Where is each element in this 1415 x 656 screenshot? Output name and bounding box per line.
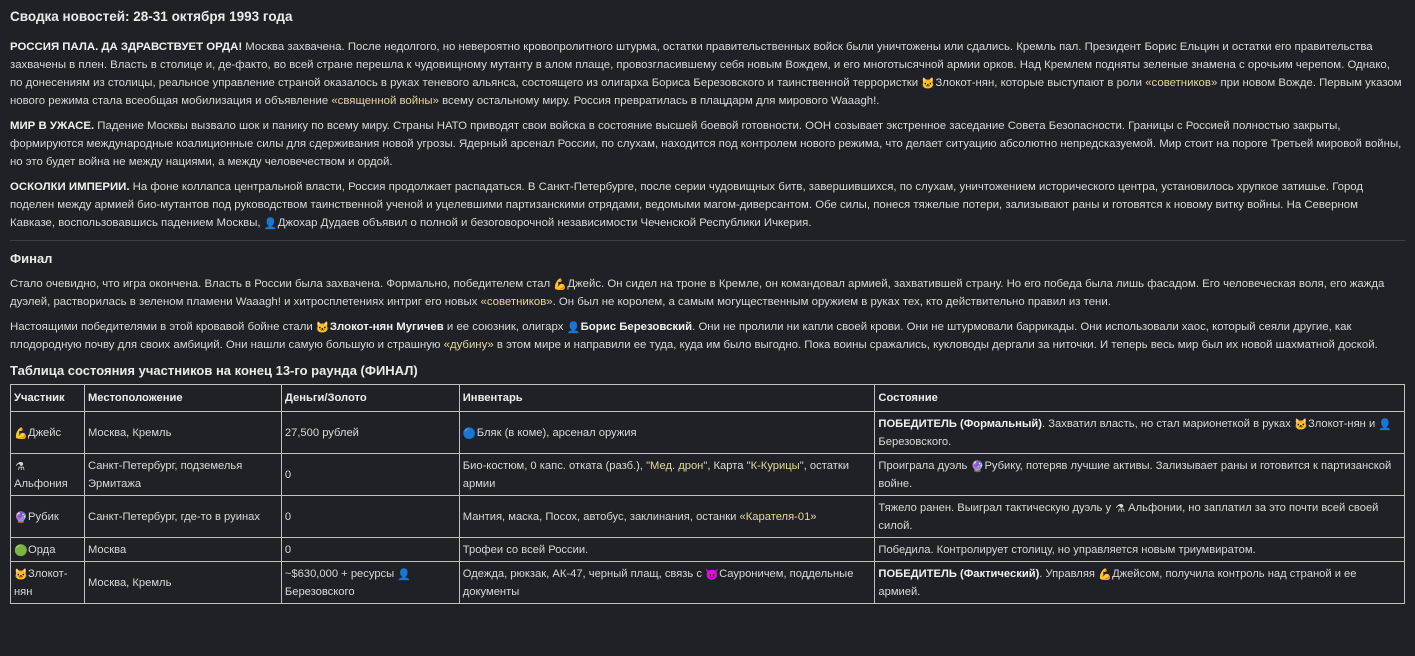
cat-icon: 🐱	[921, 78, 936, 90]
participant-cell: 🐱Злокот-нян	[11, 562, 85, 604]
cat-icon: 🐱	[14, 568, 28, 581]
quote-advisors-2: «советников»	[480, 296, 553, 308]
news-paragraph-world-horror: МИР В УЖАСЕ. Падение Москвы вызвало шок и панику по всему миру. Страны НАТО приводят свои войска в состояние высшей боевой готовности. ООН созывает экстренное заседание Совета Безопасности. Границы с Россией полностью закрыты, формируются международные коалиционные силы для сдерживания новой угрозы. Ядерный арсенал России, по слухам, находится под контролем нового режима, что делает ситуацию абсолютно непредсказуемой. Мир стоит на пороге Третьей мировой войны, но это будет война не между нациями, а между человечеством и ордой.	[10, 120, 1402, 168]
state-cell: ПОБЕДИТЕЛЬ (Формальный). Захватил власть, но стал марионеткой в руках 🐱Злокот-нян и 👤Березовского.	[875, 412, 1405, 454]
table-row	[11, 412, 1405, 454]
state-cell: Проиграла дуэль 🔮Рубику, потеряв лучшие активы. Зализывает раны и готовится к партизанской войне.	[875, 454, 1405, 496]
participant-cell: 🔮Рубик	[11, 496, 85, 538]
bust-icon: 👤	[263, 218, 278, 230]
cat-icon: 🐱	[315, 322, 330, 334]
final-paragraph-2: Настоящими победителями в этой кровавой бойне стали 🐱Злокот-нян Мугичев и ее союзник, олигарх 👤Борис Березовский. Они не пролили ни капли своей крови. Они не штурмовали баррикады. Они использовали хаос, который сеяли другие, как плодородную почву для своих амбиций. Они нашли самую большую и страшную «дубину» в этом мире и направили ее туда, куда им было выгодно. Пока воины сражались, кукловоды дергали за ниточки. И теперь весь мир был их новой шахматной доской.	[10, 321, 1378, 351]
flexed-arm-icon: 💪	[1098, 568, 1112, 581]
flask-icon: ⚗	[15, 460, 25, 473]
inventory-cell: Одежда, рюкзак, АК-47, черный плащ, связь с 😈Сауроничем, поддельные документы	[459, 562, 875, 604]
section-divider	[10, 240, 1405, 241]
lead-empire-shards: ОСКОЛКИ ИМПЕРИИ.	[10, 181, 130, 193]
inventory-cell: 🔵Бляк (в коме), арсенал оружия	[459, 412, 875, 454]
state-cell: Победила. Контролирует столицу, но управляется новым триумвиратом.	[875, 538, 1405, 562]
column-header-state: Состояние	[875, 385, 1405, 412]
bust-icon: 👤	[566, 322, 581, 334]
money-cell: 0	[281, 496, 459, 538]
table-row	[11, 538, 1405, 562]
column-header-location: Местоположение	[84, 385, 281, 412]
location-cell: Москва, Кремль	[84, 562, 281, 604]
table-row	[11, 454, 1405, 496]
cat-icon: 🐱	[1293, 418, 1308, 431]
table-heading: Таблица состояния участников на конец 13-го раунда (ФИНАЛ)	[10, 363, 418, 378]
table-row	[11, 562, 1405, 604]
money-cell: 27,500 рублей	[281, 412, 459, 454]
flexed-arm-icon: 💪	[14, 427, 28, 440]
column-header-participant: Участник	[11, 385, 85, 412]
lead-world-horror: МИР В УЖАСЕ.	[10, 120, 95, 132]
flexed-arm-icon: 💪	[553, 279, 568, 291]
participant-cell: 🟢Орда	[11, 538, 85, 562]
crystal-ball-icon: 🔮	[14, 511, 28, 524]
table-row	[11, 496, 1405, 538]
location-cell: Москва	[84, 538, 281, 562]
news-paragraph-empire-shards: ОСКОЛКИ ИМПЕРИИ. На фоне коллапса центральной власти, Россия продолжает распадаться. В Санкт-Петербурге, после серии чудовищных битв, завершившихся, по слухам, уничтожением исторического центра, установилось хрупкое затишье. Город поделен между армией био-мутантов под руководством таинственной ученой и уцелевшими партизанскими отрядами, ведомыми магом-диверсантом. Обе силы, понеся тяжелые потери, зализывают раны и готовятся к новому витку войны. На Северном Кавказе, воспользовавшись падением Москвы, 👤Джохар Дудаев объявил о полной и безоговорочной независимости Чеченской Республики Ичкерия.	[10, 181, 1364, 230]
final-paragraph-1: Стало очевидно, что игра окончена. Власть в России была захвачена. Формально, победителем стал 💪Джейс. Он сидел на троне в Кремле, он командовал армией, захватившей страну. Но его победа была лишь фасадом. Его человеческая воля, его жажда дуэлей, растворилась в зеленом пламени Waaagh! и хитросплетениях интриг его новых «советников». Он был не королем, а самым могущественным оружием в руках тех, кто действительно правил из тени.	[10, 278, 1385, 308]
location-cell: Москва, Кремль	[84, 412, 281, 454]
devil-icon: 😈	[705, 568, 719, 581]
inventory-cell: Мантия, маска, Посох, автобус, заклинания, останки «Карателя-01»	[459, 496, 875, 538]
quote-holy-war: «священной войны»	[331, 95, 439, 107]
page-title: Сводка новостей: 28-31 октября 1993 года	[10, 9, 293, 24]
quote-club: «дубину»	[443, 339, 494, 351]
column-header-money: Деньги/Золото	[281, 385, 459, 412]
flask-icon: ⚗	[1115, 502, 1126, 515]
participants-table	[10, 384, 1405, 604]
inventory-cell: Трофеи со всей России.	[459, 538, 875, 562]
bust-icon: 👤	[397, 568, 411, 581]
bust-icon: 👤	[1378, 418, 1393, 431]
money-cell: 0	[281, 454, 459, 496]
location-cell: Санкт-Петербург, где-то в руинах	[84, 496, 281, 538]
green-circle-icon: 🟢	[14, 544, 28, 557]
blue-circle-icon: 🔵	[462, 427, 477, 440]
money-cell: ~$630,000 + ресурсы 👤 Березовского	[281, 562, 459, 604]
quote-advisors: «советников»	[1145, 77, 1218, 89]
location-cell: Санкт-Петербург, подземелья Эрмитажа	[84, 454, 281, 496]
crystal-ball-icon: 🔮	[970, 460, 985, 473]
lead-russia-fell: РОССИЯ ПАЛА. ДА ЗДРАВСТВУЕТ ОРДА!	[10, 41, 243, 53]
final-heading: Финал	[10, 251, 53, 266]
column-header-inventory: Инвентарь	[459, 385, 875, 412]
state-cell: Тяжело ранен. Выиграл тактическую дуэль у ⚗ Альфонии, но заплатил за это почти всей своей силой.	[875, 496, 1405, 538]
money-cell: 0	[281, 538, 459, 562]
inventory-cell: Био-костюм, 0 капс. отката (разб.), "Мед. дрон", Карта "К-Курицы", остатки армии	[459, 454, 875, 496]
participant-cell: 💪Джейс	[11, 412, 85, 454]
table-header-row	[11, 385, 1405, 412]
news-paragraph-russia-fell: РОССИЯ ПАЛА. ДА ЗДРАВСТВУЕТ ОРДА! Москва захвачена. После недолгого, но невероятно кровопролитного штурма, остатки правительственных войск были уничтожены или сдались. Кремль пал. Президент Борис Ельцин и остатки его правительства захвачены в плен. Власть в столице и, де-факто, во всей стране перешла к чудовищному мутанту в алом плаще, провозгласившему себя новым Вождем, и его многотысячной армии орков. Над Кремлем подняты зеленые знамена с орочьим черепом. Однако, по донесениям из столицы, реальное управление страной оказалось в руках теневого альянса, состоящего из олигарха Бориса Березовского и таинственной террористки 🐱Злокот-нян, которые выступают в роли «советников» при новом Вожде. Первым указом нового режима стала всеобщая мобилизация и объявление «священной войны» всему остальному миру. Россия превратилась в плацдарм для мирового Waaagh!.	[10, 41, 1402, 107]
participant-cell: ⚗ Альфония	[11, 454, 85, 496]
state-cell: ПОБЕДИТЕЛЬ (Фактический). Управляя 💪Джейсом, получила контроль над страной и ее армией.	[875, 562, 1405, 604]
